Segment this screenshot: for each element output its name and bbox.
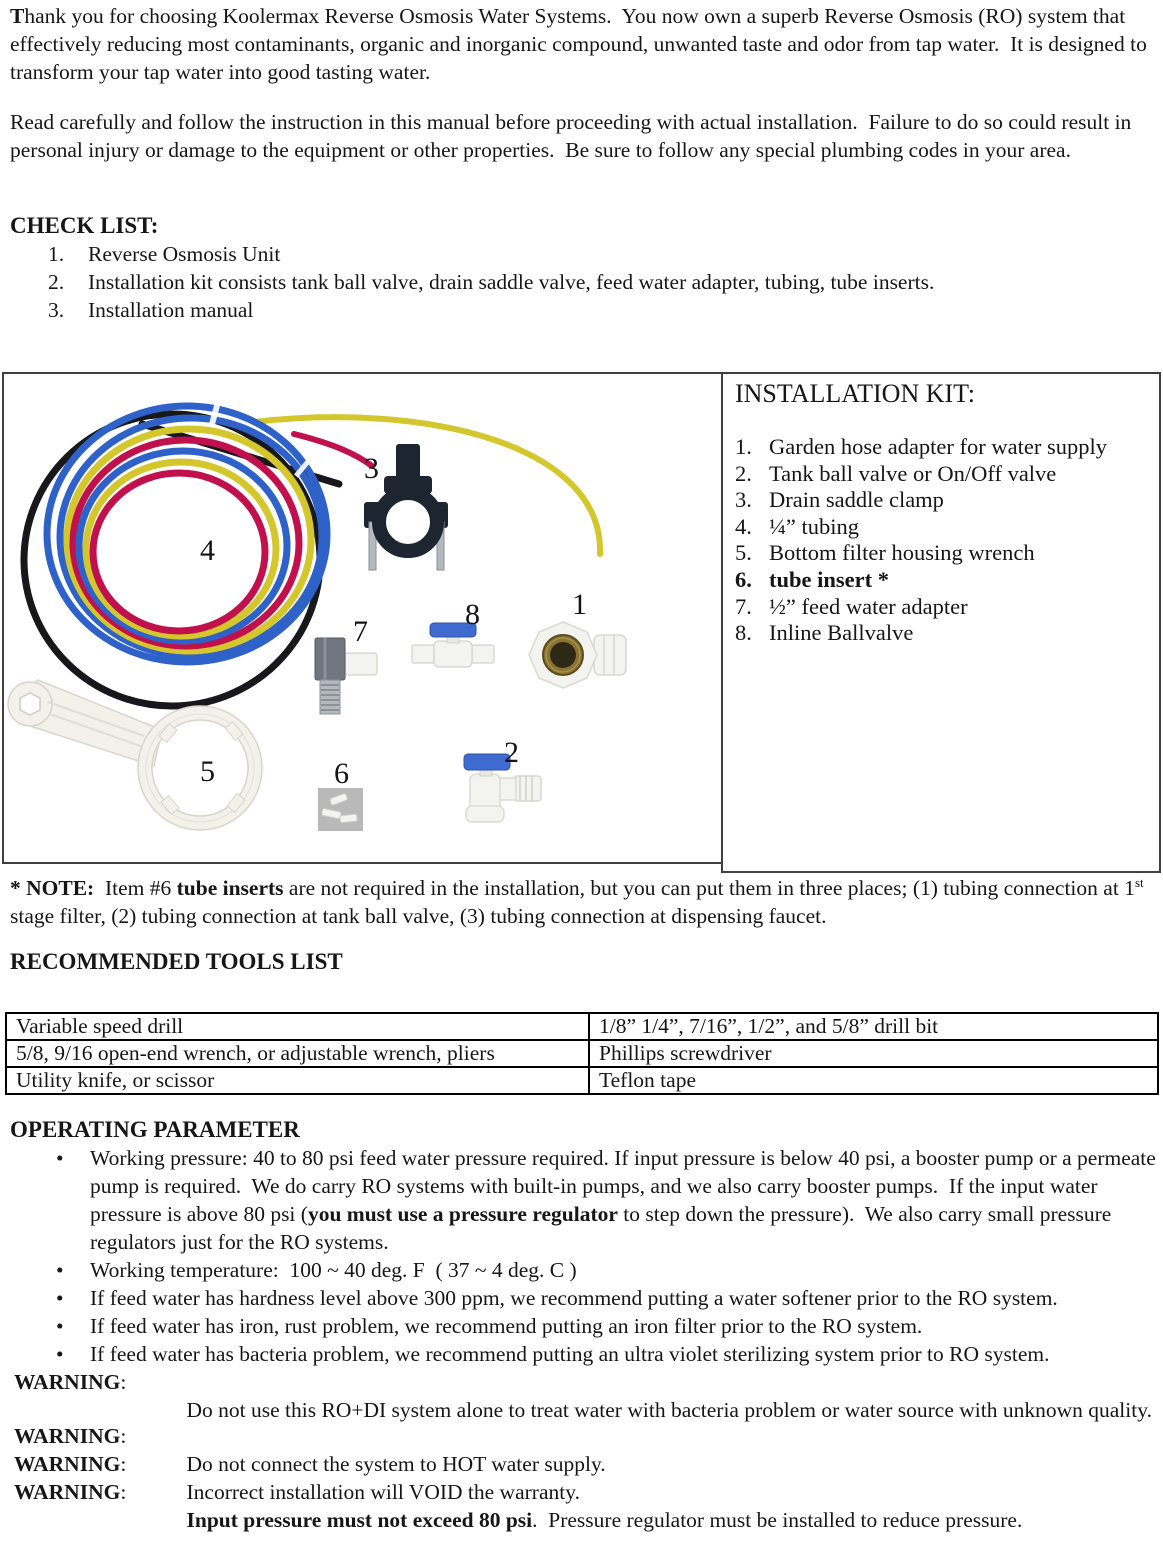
- warning-label: WARNING:: [14, 1370, 127, 1394]
- table-cell: 1/8” 1/4”, 7/16”, 1/2”, and 5/8” drill bit: [589, 1013, 1158, 1040]
- kit-item: [735, 434, 1153, 461]
- table-cell: Utility knife, or scissor: [6, 1067, 589, 1094]
- garden-hose-adapter: [529, 622, 626, 688]
- bullet-item: [10, 1312, 1157, 1340]
- note-bold-text: tube inserts: [176, 876, 284, 900]
- table-cell: Teflon tape: [589, 1067, 1158, 1094]
- ordinal-superscript: st: [1134, 874, 1144, 890]
- check-list-heading: CHECK LIST:: [10, 213, 159, 238]
- item-number: 5.: [735, 540, 752, 566]
- item-text: Inline Ballvalve: [769, 620, 914, 646]
- table-row: [6, 1067, 1158, 1094]
- item-text: Bottom filter housing wrench: [769, 540, 1035, 566]
- item-text: Tank ball valve or On/Off valve: [769, 460, 1057, 486]
- operating-bullet-list: [10, 1256, 1157, 1368]
- check-list-item: [10, 240, 1157, 268]
- tube-inserts: [318, 788, 363, 831]
- item-text: tube insert *: [769, 566, 889, 592]
- part-label-4: 4: [200, 534, 215, 567]
- warning-text: Incorrect installation will VOID the warranty.: [186, 1480, 580, 1504]
- bullet-icon: •: [56, 1342, 64, 1366]
- item-number: 6.: [735, 566, 752, 592]
- bullet-text: If feed water has iron, rust problem, we recommend putting an iron filter prior to the RO system.: [90, 1314, 923, 1338]
- installation-kit-heading: INSTALLATION KIT:: [735, 379, 975, 408]
- check-list: [10, 240, 1157, 324]
- item-number: 8.: [735, 620, 752, 646]
- part-label-2: 2: [504, 736, 519, 769]
- bullet-item: [10, 1256, 1157, 1284]
- note-text: are not required in the installation, but you can put them in three places; (1) tubing connection at 1: [283, 876, 1135, 900]
- part-label-3: 3: [364, 452, 379, 485]
- check-list-item: [10, 268, 1157, 296]
- warning-label: WARNING:: [14, 1424, 127, 1448]
- intro-paragraph-1: [10, 2, 1157, 86]
- table-cell: 5/8, 9/16 open-end wrench, or adjustable wrench, pliers: [6, 1040, 589, 1067]
- part-label-5: 5: [200, 755, 215, 788]
- item-number: 3.: [735, 487, 752, 513]
- operating-bullet-pressure: [10, 1144, 1162, 1256]
- bullet-item: [10, 1144, 1162, 1256]
- note-text: stage filter, (2) tubing connection at tank ball valve, (3) tubing connection at dispensing faucet.: [10, 876, 1149, 928]
- item-text: ¼” tubing: [769, 513, 859, 539]
- part-label-7: 7: [353, 615, 368, 648]
- bullet-bold-text: you must use a pressure regulator: [307, 1202, 618, 1226]
- item-text: Drain saddle clamp: [769, 487, 944, 513]
- kit-item: [735, 620, 1153, 647]
- item-text: Garden hose adapter for water supply: [769, 434, 1107, 459]
- kit-item: [735, 461, 1153, 488]
- bullet-icon: •: [56, 1258, 64, 1282]
- intro-paragraph-1-text: hank you for choosing Koolermax Reverse Osmosis Water Systems. You now own a superb Reverse Osmosis (RO) system that effectively reducing most contaminants, organic and inorganic compound, unwanted taste and odor from tap water. It is designed to transform your tap water into good tasting water.: [10, 4, 1153, 84]
- warning-bold-text: Input pressure must not exceed 80 psi: [186, 1508, 533, 1532]
- item-number: 7.: [735, 593, 752, 619]
- installation-kit-photo: [4, 374, 721, 862]
- tools-table: [5, 1012, 1159, 1095]
- table-row: [6, 1040, 1158, 1067]
- tank-ball-valve: [464, 754, 541, 822]
- bullet-icon: •: [56, 1286, 64, 1310]
- bullet-icon: •: [56, 1314, 64, 1338]
- warning-label: WARNING:: [14, 1452, 127, 1476]
- item-text: Reverse Osmosis Unit: [88, 242, 281, 266]
- note-text: Item #6: [94, 876, 177, 900]
- table-cell: Variable speed drill: [6, 1013, 589, 1040]
- item-number: 1.: [735, 434, 752, 459]
- feed-water-adapter: [315, 638, 377, 714]
- item-text: ½” feed water adapter: [769, 593, 968, 619]
- inline-ballvalve: [412, 623, 494, 667]
- part-label-6: 6: [334, 757, 349, 790]
- item-text: Installation kit consists tank ball valve, drain saddle valve, feed water adapter, tubing, tube inserts.: [88, 270, 935, 294]
- item-number: 1.: [48, 242, 65, 266]
- part-label-1: 1: [572, 588, 587, 621]
- check-list-item: [10, 296, 1157, 324]
- kit-photo-box: [2, 372, 723, 864]
- table-row: [6, 1013, 1158, 1040]
- tools-heading: RECOMMENDED TOOLS LIST: [10, 949, 343, 974]
- item-number: 2.: [735, 460, 752, 486]
- tubing-coil: [24, 402, 600, 706]
- note-paragraph: [10, 874, 1157, 930]
- installation-kit-panel: [721, 372, 1161, 873]
- table-cell: Phillips screwdriver: [589, 1040, 1158, 1067]
- kit-item: [735, 540, 1153, 567]
- part-label-8: 8: [465, 598, 480, 631]
- operating-heading: OPERATING PARAMETER: [10, 1117, 300, 1142]
- warning-text: . Pressure regulator must be installed to reduce pressure.: [532, 1508, 1023, 1532]
- warning-row: [0, 1478, 1155, 1562]
- bullet-text: Working pressure: 40 to 80 psi feed water pressure required. If input pressure is below 40 psi, a booster pump or a permeate pump is required. We do carry RO systems with built-in pumps, and we also carry booster pumps. If the input water pressure is above 80 psi (: [90, 1146, 1162, 1226]
- warning-text: Do not use this RO+DI system alone to treat water with bacteria problem or water source with unknown quality.: [186, 1398, 1152, 1422]
- item-text: Installation manual: [88, 298, 254, 322]
- item-number: 4.: [735, 513, 752, 539]
- kit-item: [735, 567, 1153, 594]
- item-number: 3.: [48, 298, 65, 322]
- kit-item: [735, 594, 1153, 621]
- bullet-text: If feed water has bacteria problem, we recommend putting an ultra violet sterilizing system prior to RO system.: [90, 1342, 1050, 1366]
- warning-label: WARNING:: [14, 1480, 127, 1504]
- bullet-text: Working temperature: 100 ~ 40 deg. F ( 37 ~ 4 deg. C ): [90, 1258, 577, 1282]
- bullet-text: to step down the pressure). We also carry small pressure regulators just for the RO systems.: [90, 1202, 1117, 1254]
- warning-text: Do not connect the system to HOT water supply.: [186, 1452, 606, 1476]
- lead-letter: T: [10, 4, 25, 28]
- bullet-item: [10, 1340, 1157, 1368]
- kit-item: [735, 487, 1153, 514]
- installation-kit-list: [735, 434, 1153, 647]
- note-label: * NOTE:: [10, 876, 95, 900]
- kit-item: [735, 514, 1153, 541]
- intro-paragraph-2: Read carefully and follow the instruction in this manual before proceeding with actual installation. Failure to do so could result in personal injury or damage to the equipment or other properties. Be sure to follow any special plumbing codes in your area.: [10, 110, 1137, 162]
- item-number: 2.: [48, 270, 65, 294]
- bullet-icon: •: [56, 1146, 64, 1170]
- bullet-item: [10, 1284, 1157, 1312]
- bullet-text: If feed water has hardness level above 300 ppm, we recommend putting a water softener prior to the RO system.: [90, 1286, 1058, 1310]
